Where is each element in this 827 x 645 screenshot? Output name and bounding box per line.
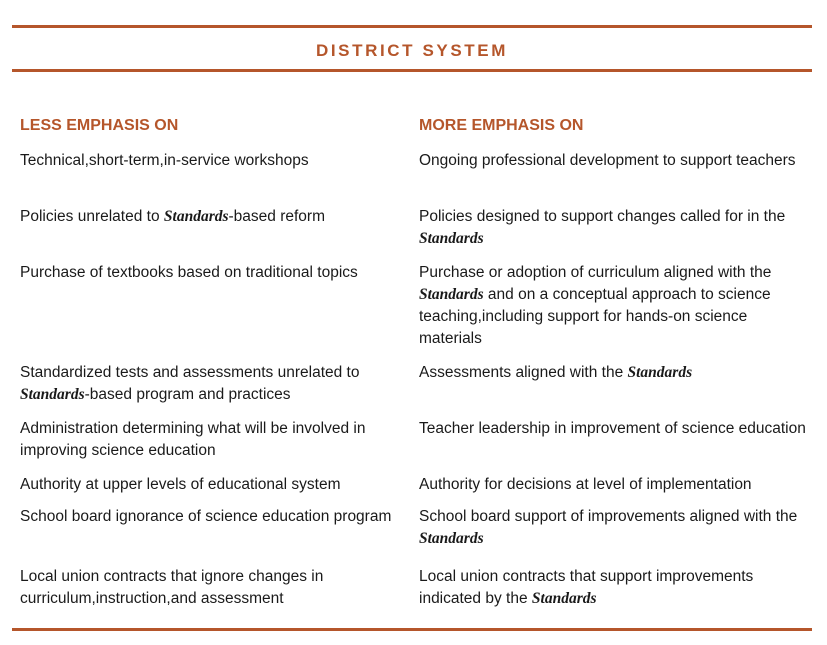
more-emphasis-item: Purchase or adoption of curriculum aligned with the Standards and on a conceptual approach to science teaching,including support for hands-on science materials: [419, 264, 772, 347]
less-emphasis-item: Purchase of textbooks based on traditional topics: [20, 264, 358, 281]
standards-term: Standards: [419, 286, 484, 303]
standards-term: Standards: [20, 386, 85, 403]
more-emphasis-item: School board support of improvements aligned with the Standards: [419, 508, 798, 547]
less-emphasis-item: Local union contracts that ignore changes in curriculum,instruction,and assessment: [20, 568, 324, 607]
less-emphasis-header: LESS EMPHASIS ON: [20, 117, 179, 134]
more-emphasis-item: Policies designed to support changes called for in the Standards: [419, 208, 786, 247]
standards-term: Standards: [419, 530, 484, 547]
section-title: DISTRICT SYSTEM: [315, 41, 508, 60]
bottom-rule: [12, 628, 812, 631]
standards-term: Standards: [627, 364, 693, 381]
more-emphasis-item: Assessments aligned with the Standards: [419, 364, 693, 381]
less-emphasis-item: Technical,short-term,in-service workshops: [20, 152, 309, 169]
top-rule: [12, 25, 812, 28]
less-emphasis-item: Administration determining what will be involved in improving science education: [20, 420, 366, 459]
standards-term: Standards: [419, 230, 484, 247]
more-emphasis-header: MORE EMPHASIS ON: [419, 117, 584, 134]
less-emphasis-item: School board ignorance of science education program: [20, 508, 392, 525]
more-emphasis-item: Authority for decisions at level of implementation: [419, 476, 752, 493]
less-emphasis-item: Standardized tests and assessments unrelated to Standards-based program and practices: [20, 364, 360, 403]
standards-term: Standards: [531, 590, 597, 607]
standards-term: Standards: [163, 208, 229, 225]
more-emphasis-item: Ongoing professional development to support teachers: [419, 152, 796, 169]
more-emphasis-item: Teacher leadership in improvement of science education: [419, 420, 806, 437]
title-underline: [12, 69, 812, 72]
less-emphasis-item: Authority at upper levels of educational system: [20, 476, 341, 493]
more-emphasis-item: Local union contracts that support improvements indicated by the Standards: [419, 568, 754, 607]
less-emphasis-item: Policies unrelated to Standards-based reform: [20, 208, 325, 225]
